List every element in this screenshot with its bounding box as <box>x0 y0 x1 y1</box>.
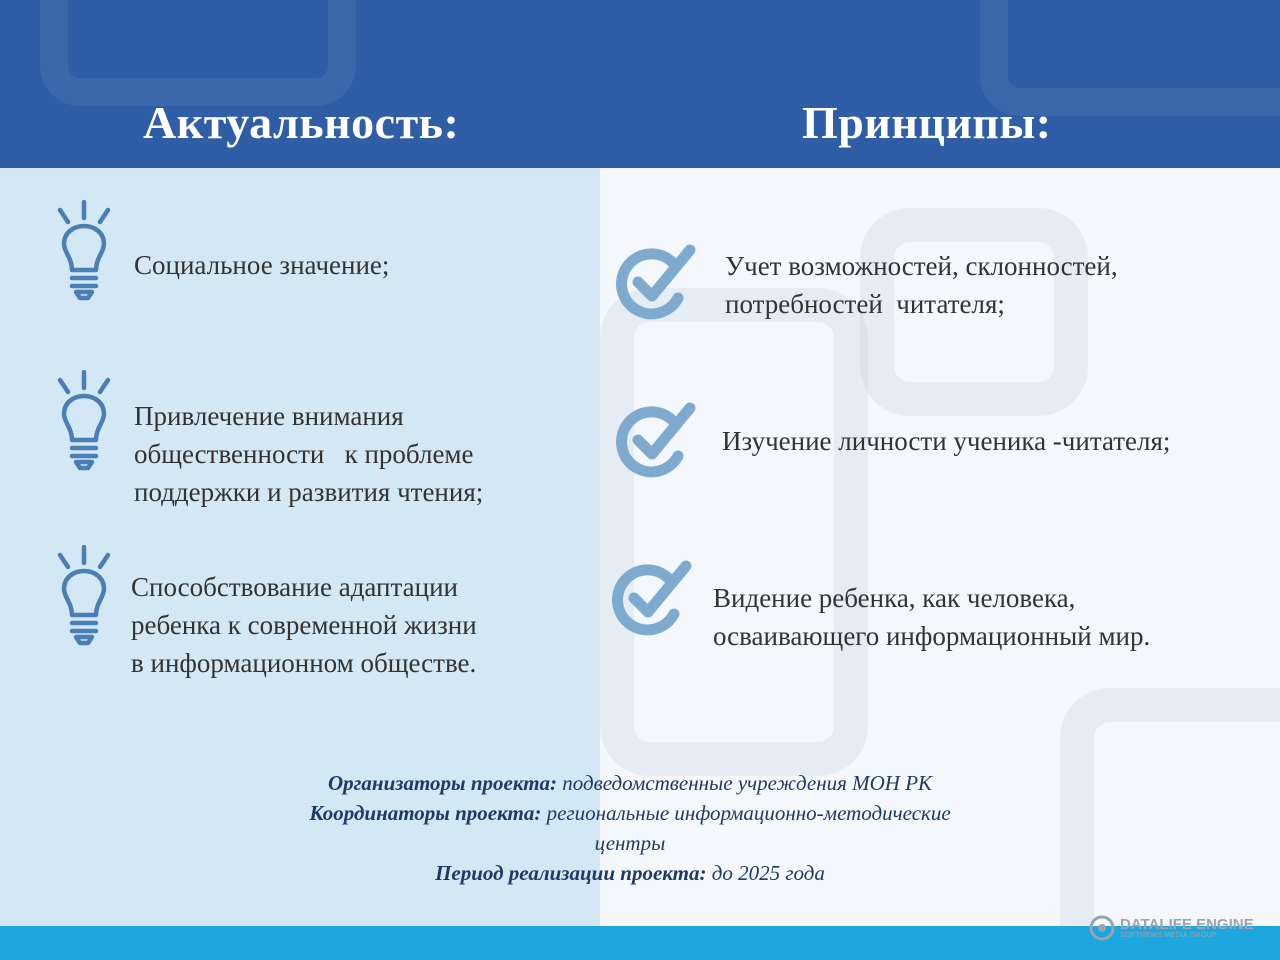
check-circle-icon <box>612 558 696 638</box>
light-bulb-icon <box>52 200 116 304</box>
period-line: Период реализации проекта: до 2025 года <box>435 861 825 885</box>
relevance-item: Привлечение внимания общественности к проблеме поддержки и развития чтения; <box>134 401 484 507</box>
watermark: DATALIFE ENGINE SOFTNEWS MEDIA GROUP <box>1088 914 1116 947</box>
coordinators-line: Координаторы проекта: региональные информационно-методические <box>309 801 951 825</box>
decorative-shape <box>1060 688 1280 926</box>
project-info <box>180 768 1080 888</box>
organizers-line: Организаторы проекта: подведомственные учреждения МОН РК <box>328 771 932 795</box>
header-band <box>0 0 1280 168</box>
relevance-title: Актуальность: <box>143 97 460 148</box>
check-circle-icon <box>616 400 700 480</box>
decorative-shape <box>40 0 356 106</box>
principle-item: Изучение личности ученика -читателя; <box>722 426 1171 456</box>
principles-title: Принципы: <box>802 97 1052 148</box>
coordinators-line-cont: центры <box>594 831 666 855</box>
relevance-item: Социальное значение; <box>134 250 390 280</box>
principle-item: Учет возможностей, склонностей, потребностей читателя; <box>725 251 1118 319</box>
light-bulb-icon <box>52 370 116 474</box>
decorative-shape <box>600 288 868 776</box>
check-circle-icon <box>616 242 700 322</box>
datalife-logo-icon <box>1088 914 1116 942</box>
principle-item: Видение ребенка, как человека, осваивающего информационный мир. <box>713 583 1151 651</box>
light-bulb-icon <box>52 545 116 649</box>
relevance-item: Способствование адаптации ребенка к современной жизни в информационном обществе. <box>131 572 477 678</box>
